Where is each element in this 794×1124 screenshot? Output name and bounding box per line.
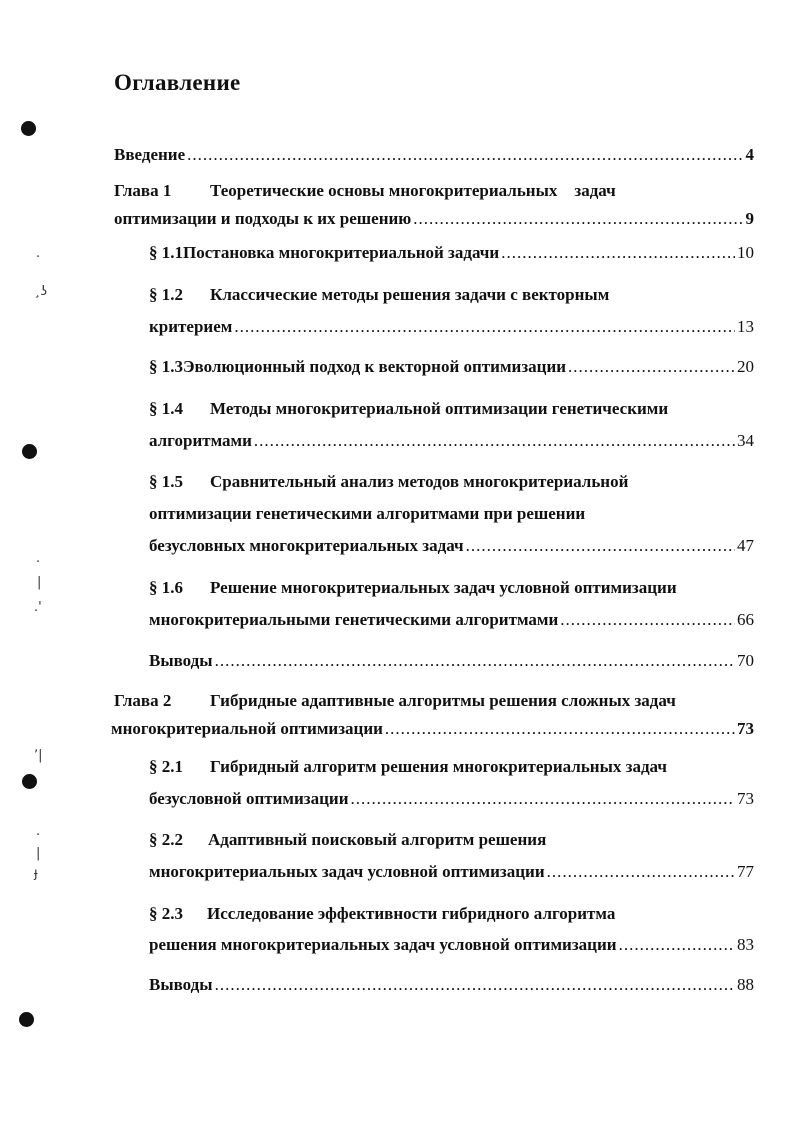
leader-dots xyxy=(547,861,735,883)
scan-mark: ʼ| xyxy=(34,748,43,763)
scan-mark: ¸ʖ xyxy=(34,284,48,299)
toc-entry-text: Введение xyxy=(114,145,186,164)
binder-hole xyxy=(22,774,37,789)
leader-dots xyxy=(413,208,743,230)
toc-entry-intro[interactable] xyxy=(114,144,754,166)
toc-section-2-2-number: § 2.2 xyxy=(149,830,183,849)
toc-section-2-2-title-line2: многокритериальных задач условной оптимизации xyxy=(149,862,545,881)
toc-page-number: 34 xyxy=(737,431,754,450)
toc-section-number: § 1.1 xyxy=(149,243,183,262)
toc-entry-text: Выводы xyxy=(149,651,213,670)
leader-dots xyxy=(350,788,735,810)
toc-section-1-6-title-line2: многокритериальными генетическими алгоритмами xyxy=(149,610,559,629)
toc-page-number: 4 xyxy=(745,145,754,164)
scan-mark: · xyxy=(36,555,41,570)
scan-mark: ɟ xyxy=(34,866,38,881)
toc-entry-conclusions-2[interactable] xyxy=(149,974,754,996)
toc-section-1-4-title-line1[interactable]: Методы многокритериальной оптимизации генетическими xyxy=(210,399,669,418)
toc-section-1-5-number: § 1.5 xyxy=(149,472,183,491)
toc-section-2-1-number: § 2.1 xyxy=(149,757,183,776)
page-title: Оглавление xyxy=(114,70,241,95)
toc-entry-conclusions-1[interactable] xyxy=(149,650,754,672)
toc-chapter-2-number: Глава 2 xyxy=(114,691,172,710)
leader-dots xyxy=(187,144,743,166)
toc-section-2-3-title-line1[interactable]: Исследование эффективности гибридного алгоритма xyxy=(207,904,616,923)
binder-hole xyxy=(21,121,36,136)
toc-section-number: § 1.3 xyxy=(149,357,183,376)
toc-chapter-1-title-line2: оптимизации и подходы к их решению xyxy=(114,209,412,228)
toc-page-number: 83 xyxy=(737,935,754,954)
toc-page-number: 13 xyxy=(737,317,754,336)
toc-page-number: 9 xyxy=(745,209,754,228)
toc-entry-1-6[interactable] xyxy=(149,609,754,631)
scan-mark: .' xyxy=(34,600,42,615)
toc-page-number: 10 xyxy=(737,243,754,262)
toc-page-number: 77 xyxy=(737,862,754,881)
toc-section-2-2-title-line1[interactable]: Адаптивный поисковый алгоритм решения xyxy=(208,830,547,849)
toc-page-number: 66 xyxy=(737,610,754,629)
leader-dots xyxy=(568,356,735,378)
toc-section-2-3-number: § 2.3 xyxy=(149,904,183,923)
toc-entry-text: Эволюционный подход к векторной оптимизации xyxy=(183,357,567,376)
scan-mark: · xyxy=(36,828,41,843)
leader-dots xyxy=(215,650,735,672)
toc-section-1-6-number: § 1.6 xyxy=(149,578,183,597)
toc-section-2-3-title-line2: решения многокритериальных задач условной оптимизации xyxy=(149,935,617,954)
leader-dots xyxy=(560,609,735,631)
scan-mark: · xyxy=(36,250,41,265)
toc-section-1-4-title-line2: алгоритмами xyxy=(149,431,252,450)
leader-dots xyxy=(234,316,735,338)
toc-entry-2-2[interactable] xyxy=(149,861,754,883)
binder-hole xyxy=(22,444,37,459)
toc-entry-2-1[interactable] xyxy=(149,788,754,810)
toc-entry-chapter-2[interactable] xyxy=(111,718,754,740)
toc-entry-1-2[interactable] xyxy=(149,316,754,338)
leader-dots xyxy=(466,535,735,557)
toc-chapter-2-title-line2: многокритериальной оптимизации xyxy=(111,719,383,738)
toc-page-number: 20 xyxy=(737,357,754,376)
toc-chapter-1-title-line1[interactable]: Теоретические основы многокритериальных задач xyxy=(210,181,616,200)
toc-page-number: 73 xyxy=(737,719,754,738)
toc-page-number: 73 xyxy=(737,789,754,808)
toc-entry-text: Выводы xyxy=(149,975,213,994)
toc-section-1-4-number: § 1.4 xyxy=(149,399,183,418)
toc-section-1-5-title-line2[interactable]: оптимизации генетическими алгоритмами при решении xyxy=(149,504,586,523)
toc-entry-chapter-1[interactable] xyxy=(114,208,754,230)
leader-dots xyxy=(385,718,735,740)
toc-entry-1-1[interactable] xyxy=(149,242,754,264)
toc-page-number: 88 xyxy=(737,975,754,994)
toc-section-1-5-title-line1[interactable]: Сравнительный анализ методов многокритериальной xyxy=(210,472,629,491)
toc-section-1-6-title-line1[interactable]: Решение многокритериальных задач условной оптимизации xyxy=(210,578,677,597)
toc-entry-1-4[interactable] xyxy=(149,430,754,452)
toc-entry-text: Постановка многокритериальной задачи xyxy=(183,243,500,262)
leader-dots xyxy=(254,430,735,452)
toc-section-1-2-title-line1[interactable]: Классические методы решения задачи с векторным xyxy=(210,285,610,304)
scan-mark: | xyxy=(37,575,42,590)
toc-page-number: 47 xyxy=(737,536,754,555)
toc-section-1-2-title-line2: критерием xyxy=(149,317,233,336)
toc-entry-1-5[interactable] xyxy=(149,535,754,557)
toc-page-number: 70 xyxy=(737,651,754,670)
binder-hole xyxy=(19,1012,34,1027)
scan-mark: | xyxy=(36,846,41,861)
toc-entry-2-3[interactable] xyxy=(149,934,754,956)
toc-section-1-2-number: § 1.2 xyxy=(149,285,183,304)
toc-chapter-2-title-line1[interactable]: Гибридные адаптивные алгоритмы решения сложных задач xyxy=(210,691,676,710)
leader-dots xyxy=(619,934,735,956)
toc-section-2-1-title-line1[interactable]: Гибридный алгоритм решения многокритериальных задач xyxy=(210,757,667,776)
toc-entry-1-3[interactable] xyxy=(149,356,754,378)
toc-chapter-1-number: Глава 1 xyxy=(114,181,172,200)
toc-section-1-5-title-line3: безусловных многокритериальных задач xyxy=(149,536,464,555)
leader-dots xyxy=(215,974,735,996)
toc-section-2-1-title-line2: безусловной оптимизации xyxy=(149,789,349,808)
leader-dots xyxy=(501,242,735,264)
